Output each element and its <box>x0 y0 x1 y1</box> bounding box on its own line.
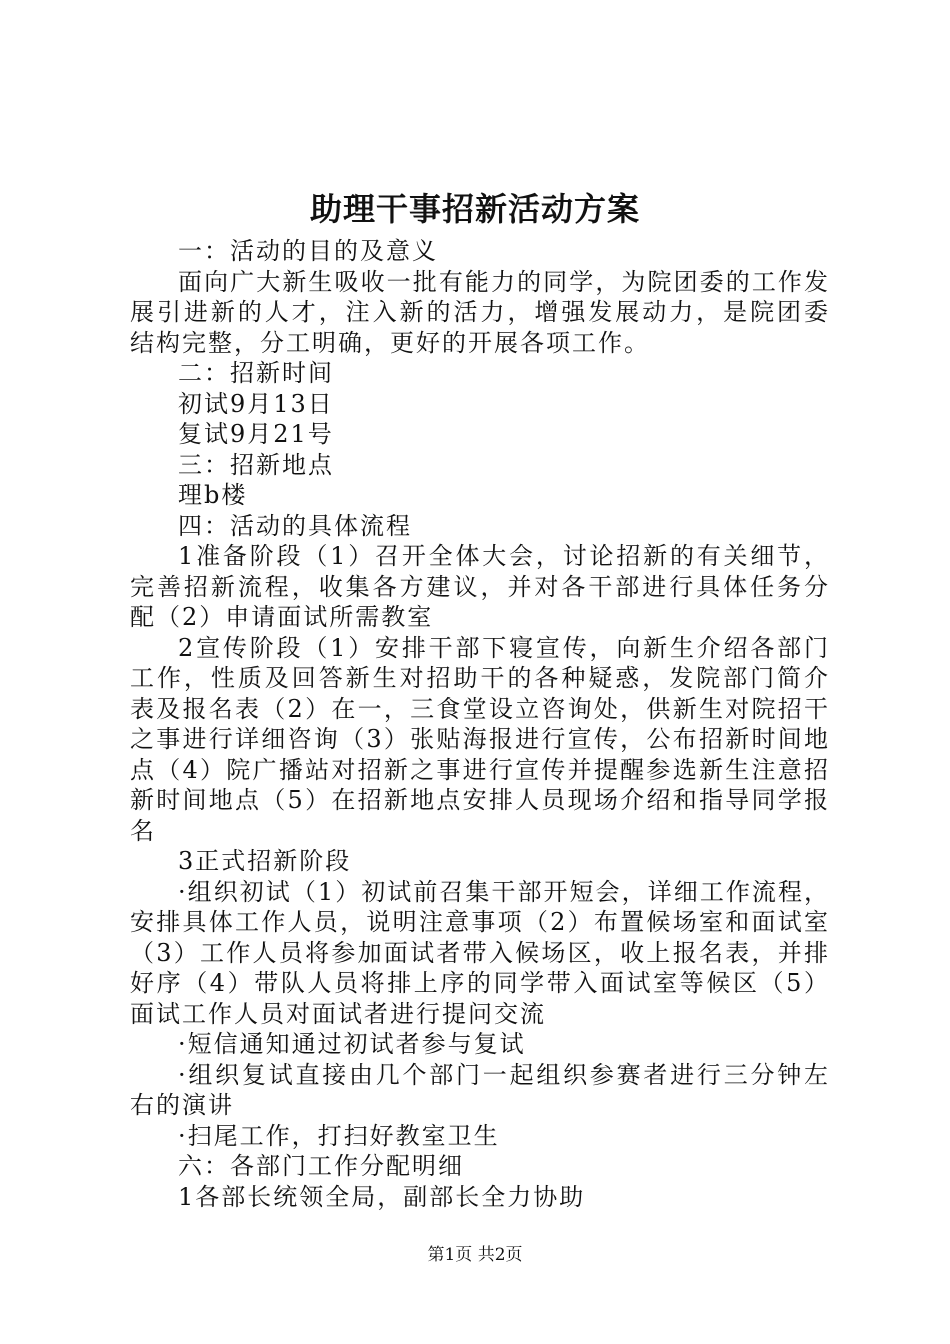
list-item-cleanup: ·扫尾工作，打扫好教室卫生 <box>178 1121 500 1150</box>
section-heading-process: 四：活动的具体流程 <box>178 511 412 540</box>
list-item-first-round: ·组织初试（1）初试前召集干部开短会，详细工作流程，安排具体工作人员，说明注意事项（2）布置候场室和面试室（3）工作人员将参加面试者带入候场区，收上报名表，并排好序（4）带队人员将排上序的同学带入面试室等候区（5）面试工作人员对面试者进行提问交流 <box>130 877 830 1028</box>
section-heading-purpose: 一：活动的目的及意义 <box>178 237 438 265</box>
page-footer: 第1页 共2页 <box>427 1245 523 1265</box>
paragraph-first-round-date: 初试9月13日 <box>178 389 334 418</box>
section-heading-time: 二：招新时间 <box>178 359 334 387</box>
page-title: 助理干事招新活动方案 <box>309 190 640 228</box>
section-heading-assignment: 六：各部门工作分配明细 <box>178 1152 464 1180</box>
section-heading-location: 三：招新地点 <box>178 450 334 479</box>
paragraph-purpose: 面向广大新生吸收一批有能力的同学，为院团委的工作发展引进新的人才，注入新的活力，增强发展动力，是院团委结构完整，分工明确，更好的开展各项工作。 <box>130 267 830 357</box>
paragraph-second-round-date: 复试9月21号 <box>178 420 334 448</box>
paragraph-assignment: 1各部长统领全局，副部长全力协助 <box>178 1182 586 1211</box>
paragraph-formal-stage-heading: 3正式招新阶段 <box>178 847 352 875</box>
list-item-second-round: ·组织复试直接由几个部门一起组织参赛者进行三分钟左右的演讲 <box>130 1060 830 1119</box>
list-item-sms-notice: ·短信通知通过初试者参与复试 <box>178 1030 526 1058</box>
paragraph-location: 理b楼 <box>178 481 248 509</box>
paragraph-preparation-stage: 1准备阶段（1）召开全体大会，讨论招新的有关细节，完善招新流程，收集各方建议，并对各干部进行具体任务分配（2）申请面试所需教室 <box>130 542 830 631</box>
paragraph-publicity-stage: 2宣传阶段（1）安排干部下寝宣传，向新生介绍各部门工作，性质及回答新生对招助干的各种疑惑，发院部门简介表及报名表（2）在一，三食堂设立咨询处，供新生对院招干之事进行详细咨询（3）张贴海报进行宣传，公布招新时间地点（4）院广播站对招新之事进行宣传并提醒参选新生注意招新时间地点（5）在招新地点安排人员现场介绍和指导同学报名 <box>130 633 830 845</box>
document-body <box>130 236 830 1212</box>
